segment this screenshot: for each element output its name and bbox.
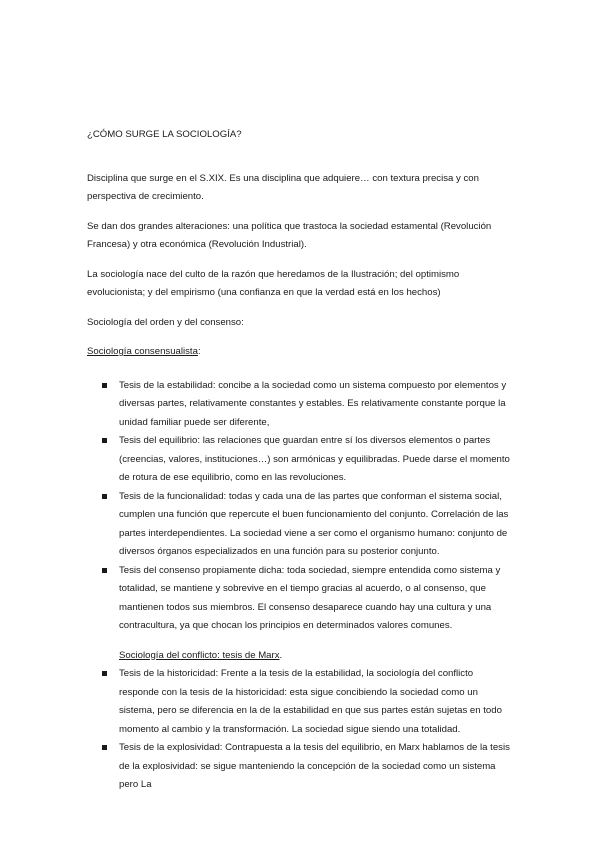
section-consensualist-heading [87, 343, 515, 362]
square-bullet-icon [102, 383, 107, 388]
list-item [87, 665, 515, 739]
paragraph-origin: Disciplina que surge en el S.XIX. Es una disciplina que adquiere… con textura precisa y con perspectiva de crecimiento. [87, 172, 479, 202]
document-title: ¿CÓMO SURGE LA SOCIOLOGÍA? [87, 129, 242, 140]
consensualist-list [87, 377, 515, 636]
list-item-text: Tesis de la estabilidad: concibe a la sociedad como un sistema compuesto por elementos y diversas partes, relativamente constantes y estables. Es relativamente constante porque la unidad familiar puede ser diferente, [119, 379, 507, 428]
list-item-text: Tesis del equilibrio: las relaciones que guardan entre sí los diversos elementos o partes (creencias, valores, instituciones…) son armónicas y equilibradas. Puede darse el momento de rotura de ese equilibrio, como en las revoluciones. [119, 435, 510, 483]
document-content [87, 126, 515, 795]
list-item [87, 739, 515, 795]
list-item [87, 432, 515, 488]
list-item [87, 377, 515, 433]
section-consensualist-heading-suffix: : [197, 346, 201, 357]
section-conflict-heading [87, 647, 515, 666]
paragraph-reason: La sociología nace del culto de la razón que heredamos de la Ilustración; del optimismo evolucionista; y del empirismo (una confianza en que la verdad está en los hechos) [87, 268, 460, 298]
list-item [87, 488, 515, 562]
square-bullet-icon [102, 568, 107, 573]
section-consensualist-heading-text: Sociología consensualista [87, 346, 198, 357]
list-item [87, 562, 515, 636]
list-item-text: Tesis de la explosividad: Contrapuesta a la tesis del equilibrio, en Marx hablamos de la tesis de la explosividad: se sigue manteniendo la concepción de la sociedad como un sistema pero La [119, 742, 510, 790]
paragraph-alterations: Se dan dos grandes alteraciones: una política que trastoca la sociedad estamental (Revolución Francesa) y otra económica (Revolución Industrial). [87, 220, 492, 250]
square-bullet-icon [102, 438, 107, 443]
square-bullet-icon [102, 494, 107, 499]
section-conflict-heading-suffix: . [279, 649, 283, 661]
list-item-text: Tesis de la historicidad: Frente a la tesis de la estabilidad, la sociología del conflicto responde con la tesis de la historicidad: esta sigue concibiendo la sociedad como un sistema, pero se diferencia en la de la estabilidad en que sus partes están sujetas en todo momento al cambio y la transformación. La sociedad sigue siendo una totalidad. [119, 668, 502, 735]
square-bullet-icon [102, 671, 107, 676]
list-item-text: Tesis de la funcionalidad: todas y cada una de las partes que conforman el sistema social, cumplen una función que repercute el buen funcionamiento del conjunto. Correlación de las partes interdependientes. La sociedad viene a ser como el organismo humano: conjunto de diversos órganos especializados en una función para su posterior conjunto. [119, 490, 509, 557]
paragraph-order-consensus: Sociología del orden y del consenso: [87, 316, 244, 328]
conflict-list [87, 665, 515, 795]
square-bullet-icon [102, 745, 107, 750]
section-conflict-heading-text: Sociología del conflicto: tesis de Marx [119, 649, 280, 661]
list-item-text: Tesis del consenso propiamente dicha: toda sociedad, siempre entendida como sistema y totalidad, se mantiene y sobrevive en el tiempo gracias al acuerdo, o al consenso, que mantienen todos sus miembros. El consenso desaparece cuando hay una cultura y una contracultura, ya que chocan los principios en determinados valores comunes. [119, 564, 501, 631]
